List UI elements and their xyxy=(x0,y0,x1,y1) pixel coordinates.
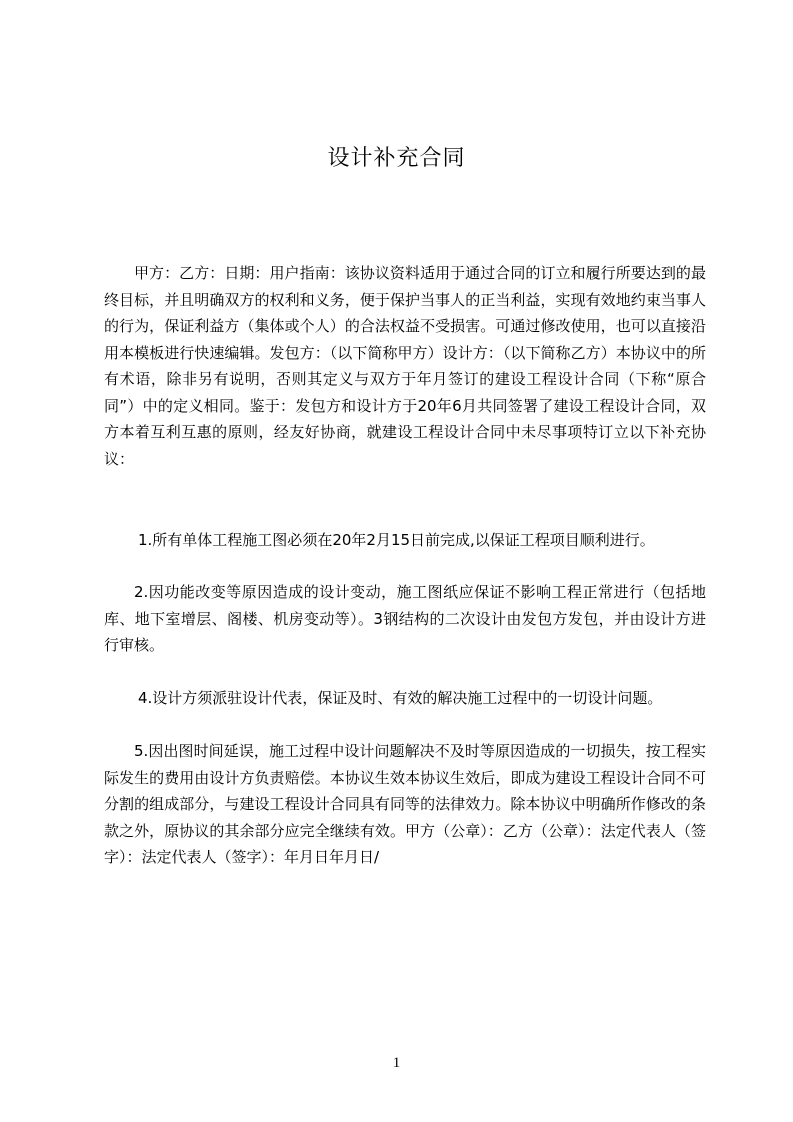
paragraph-preamble: 甲方：乙方：日期：用户指南：该协议资料适用于通过合同的订立和履行所要达到的最终目标，并且明确双方的权利和义务，便于保护当事人的正当利益，实现有效地约束当事人的行为，保证利益方（集体或个人）的合法权益不受损害。可通过修改使用，也可以直接沿用本模板进行快速编辑。发包方：（以下简称甲方）设计方：（以下简称乙方）本协议中的所有术语，除非另有说明，否则其定义与双方于年月签订的建设工程设计合同（下称“原合同”）中的定义相同。鉴于：发包方和设计方于20年6月共同签署了建设工程设计合同，双方本着互利互惠的原则，经友好协商，就建设工程设计合同中未尽事项特订立以下补充协议： xyxy=(104,264,706,468)
paragraph-clause-2-3: 2.因功能改变等原因造成的设计变动，施工图纸应保证不影响工程正常进行（包括地库、地下室增层、阁楼、机房变动等）。3钢结构的二次设计由发包方发包，并由设计方进行审核。 xyxy=(104,583,706,654)
paragraph-clause-5: 5.因出图时间延误，施工过程中设计问题解决不及时等原因造成的一切损失，按工程实际发生的费用由设计方负责赔偿。本协议生效本协议生效后，即成为建设工程设计合同不可分割的组成部分，与建设工程设计合同具有同等的法律效力。除本协议中明确所作修改的条款之外，原协议的其余部分应完全继续有效。甲方（公章）：乙方（公章）：法定代表人（签字）：法定代表人（签字）：年月日年月日/ xyxy=(104,742,706,866)
paragraph-clause-1: 1.所有单体工程施工图必须在20年2月15日前完成,以保证工程项目顺利进行。 xyxy=(138,531,655,549)
paragraph-clause-4: 4.设计方须派驻设计代表，保证及时、有效的解决施工过程中的一切设计问题。 xyxy=(138,689,663,707)
page-number: 1 xyxy=(392,1055,401,1071)
document-title: 设计补充合同 xyxy=(327,146,466,171)
